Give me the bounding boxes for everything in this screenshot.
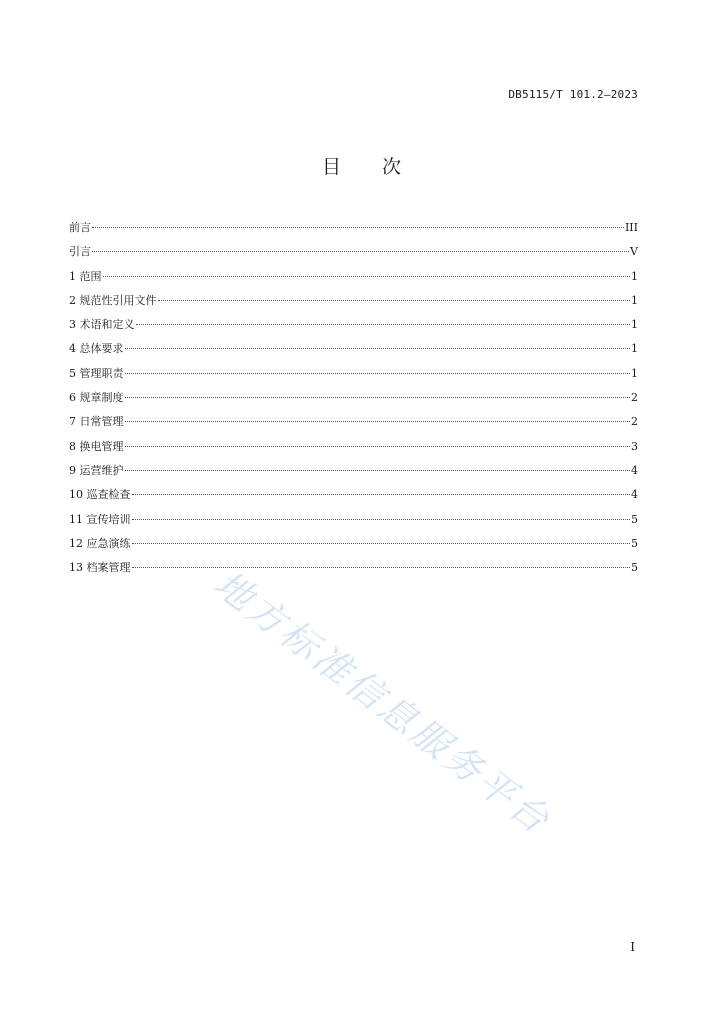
dot-leader (132, 567, 631, 568)
dot-leader (125, 373, 631, 374)
toc-entry-label: 引言 (69, 245, 91, 259)
toc-entry-page: 3 (631, 439, 638, 453)
toc-entry-label: 12 应急演练 (69, 536, 131, 550)
toc-entry-page: 4 (631, 463, 638, 477)
toc-entry[interactable] (69, 536, 638, 560)
page-number: I (630, 940, 635, 954)
toc-entry-page: 5 (631, 512, 638, 526)
toc-entry[interactable] (69, 439, 638, 463)
table-of-contents (69, 220, 638, 584)
toc-entry[interactable] (69, 341, 638, 365)
toc-entry[interactable] (69, 293, 638, 317)
toc-entry-page: 5 (631, 561, 638, 575)
toc-entry[interactable] (69, 487, 638, 511)
toc-entry-label: 11 宣传培训 (69, 512, 131, 526)
toc-entry[interactable] (69, 317, 638, 341)
toc-entry[interactable] (69, 463, 638, 487)
dot-leader (158, 300, 631, 301)
dot-leader (136, 324, 631, 325)
toc-entry-label: 9 运营维护 (69, 463, 124, 477)
toc-entry-page: V (630, 245, 638, 259)
toc-entry-page: III (624, 221, 638, 234)
dot-leader (132, 543, 631, 544)
dot-leader (125, 397, 631, 398)
toc-entry[interactable] (69, 244, 638, 268)
toc-entry[interactable] (69, 560, 638, 584)
toc-entry[interactable] (69, 390, 638, 414)
dot-leader (103, 276, 631, 277)
toc-entry-label: 1 范围 (69, 269, 102, 283)
toc-entry-page: 1 (631, 366, 638, 380)
watermark: 地方标准信息服务平台 (206, 562, 560, 844)
toc-entry-page: 1 (631, 269, 638, 283)
toc-entry-label: 7 日常管理 (69, 415, 124, 429)
toc-entry-label: 3 术语和定义 (69, 318, 135, 332)
toc-entry-label: 前言 (69, 221, 91, 234)
toc-entry[interactable] (69, 220, 638, 244)
toc-entry-label: 5 管理职责 (69, 366, 124, 380)
toc-entry-label: 4 总体要求 (69, 342, 124, 356)
toc-entry-label: 2 规范性引用文件 (69, 293, 157, 307)
standard-code: DB5115/T 101.2—2023 (508, 88, 638, 101)
dot-leader (92, 227, 624, 228)
dot-leader (125, 446, 631, 447)
toc-entry-page: 1 (631, 293, 638, 307)
toc-entry[interactable] (69, 366, 638, 390)
dot-leader (92, 251, 629, 252)
toc-entry-page: 2 (631, 415, 638, 429)
toc-entry-page: 2 (631, 391, 638, 405)
toc-entry-label: 13 档案管理 (69, 561, 131, 575)
toc-entry-page: 1 (631, 342, 638, 356)
toc-entry-label: 10 巡查检查 (69, 488, 131, 502)
title-right-char: 次 (382, 156, 403, 178)
dot-leader (125, 348, 631, 349)
toc-entry-page: 5 (631, 536, 638, 550)
title-left-char: 目 (321, 156, 342, 178)
dot-leader (125, 470, 631, 471)
toc-entry-page: 4 (631, 488, 638, 502)
toc-entry[interactable] (69, 512, 638, 536)
dot-leader (125, 421, 631, 422)
toc-entry[interactable] (69, 414, 638, 438)
page-title (0, 152, 724, 179)
toc-entry-page: 1 (631, 318, 638, 332)
dot-leader (132, 494, 631, 495)
dot-leader (132, 519, 631, 520)
toc-entry[interactable] (69, 269, 638, 293)
toc-entry-label: 8 换电管理 (69, 439, 124, 453)
toc-entry-label: 6 规章制度 (69, 391, 124, 405)
